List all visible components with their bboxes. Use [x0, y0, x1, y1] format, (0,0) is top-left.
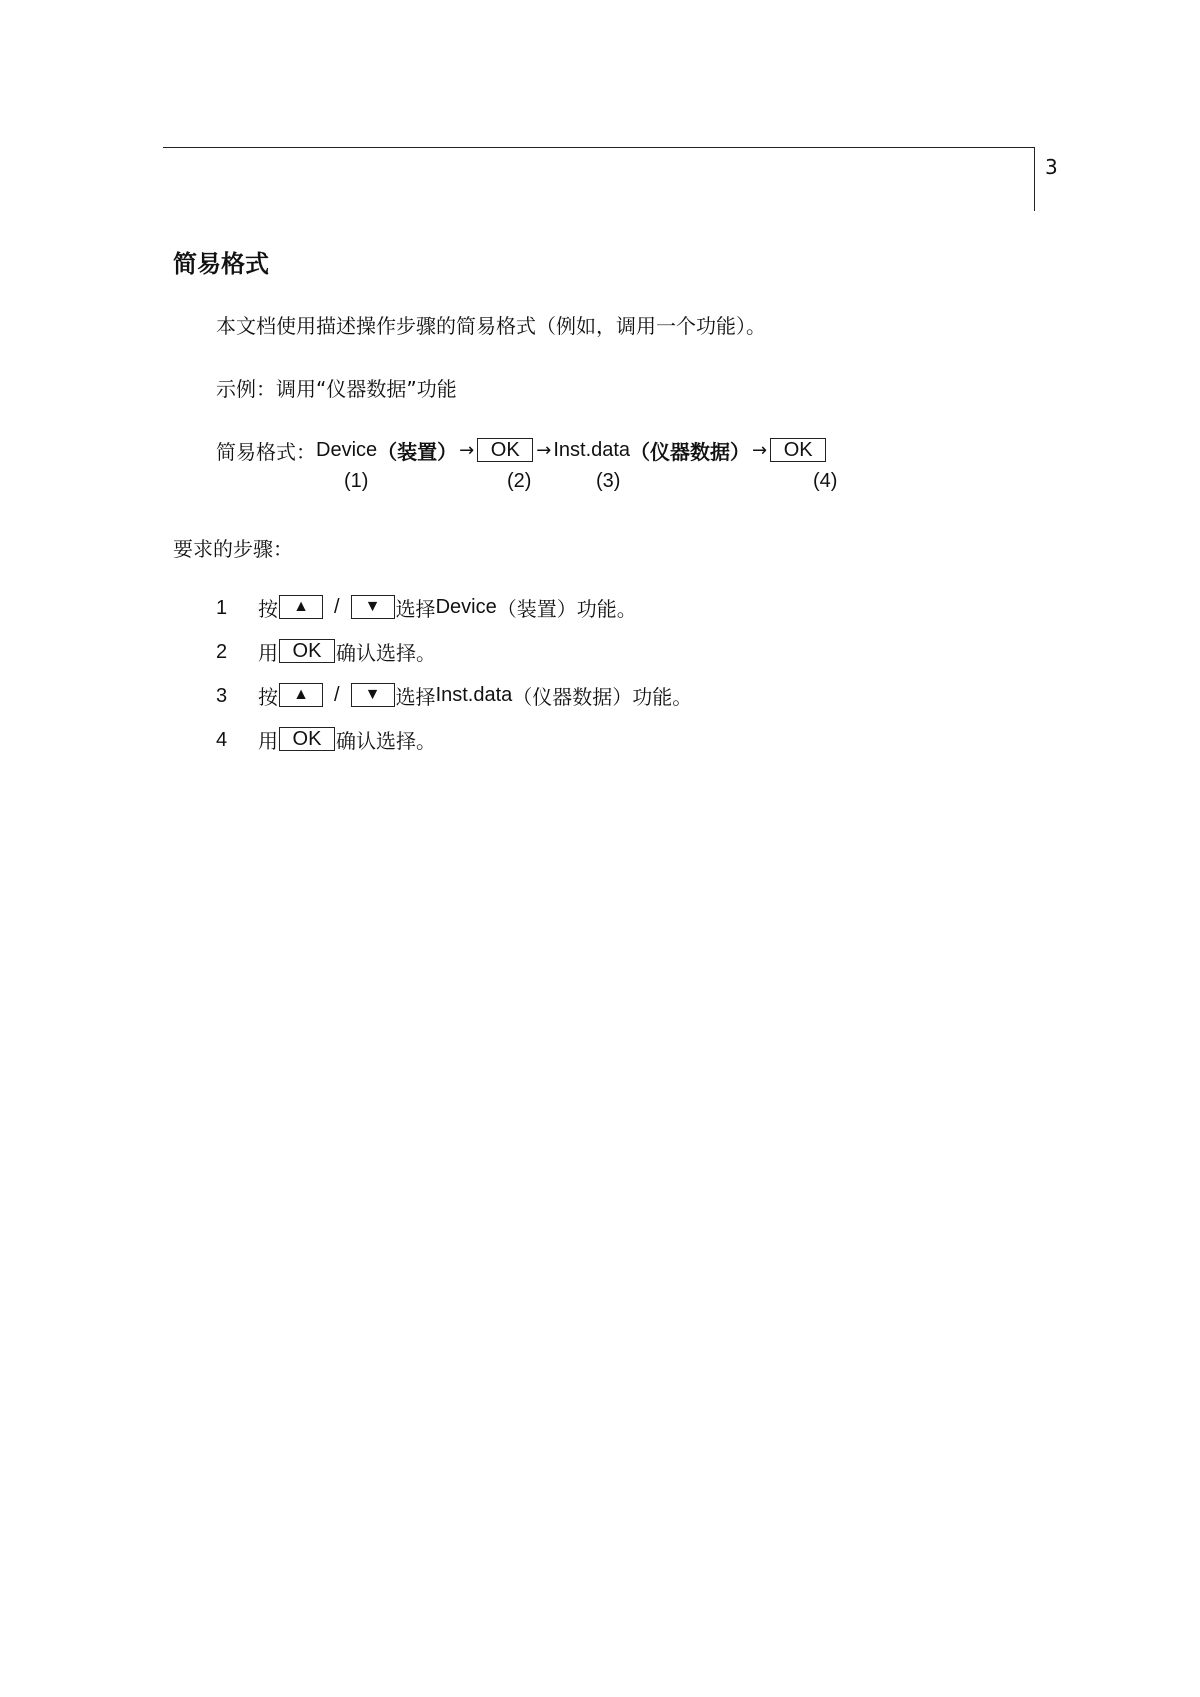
steps-heading: 要求的步骤： — [173, 537, 293, 561]
step-4 — [258, 724, 436, 754]
format-device: Device — [316, 438, 378, 461]
step-number: 2 — [216, 641, 228, 663]
step-verb: 用 — [258, 640, 278, 665]
format-inst-cn: （仪器数据） — [630, 439, 751, 464]
slash: / — [334, 595, 340, 618]
step-verb: 按 — [258, 684, 278, 709]
step-text: （仪器数据）功能。 — [512, 684, 693, 709]
step-text: 确认选择。 — [336, 640, 436, 665]
marker-2: (2) — [507, 470, 532, 492]
step-3 — [258, 680, 692, 710]
section-title: 简易格式 — [173, 250, 269, 278]
ok-key: OK — [477, 438, 533, 462]
up-arrow-key-icon: ▲ — [279, 683, 323, 707]
header-rule — [163, 147, 1035, 148]
slash: / — [334, 683, 340, 706]
page-number: 3 — [1045, 155, 1058, 179]
up-arrow-key-icon: ▲ — [279, 595, 323, 619]
step-verb: 按 — [258, 596, 278, 621]
step-code: Device — [435, 595, 497, 618]
step-text: 选择 — [395, 684, 436, 709]
step-verb: 用 — [258, 728, 278, 753]
arrow-icon: → — [536, 439, 552, 461]
format-inst: Inst.data — [553, 438, 631, 461]
header-rule-vertical — [1034, 147, 1035, 211]
ok-key: OK — [279, 727, 335, 751]
ok-key: OK — [770, 438, 826, 462]
step-text: 确认选择。 — [336, 728, 436, 753]
marker-3: (3) — [596, 470, 621, 492]
step-number: 4 — [216, 729, 228, 751]
intro-paragraph: 本文档使用描述操作步骤的简易格式（例如，调用一个功能）。 — [216, 314, 766, 338]
step-number: 3 — [216, 685, 228, 707]
example-line: 示例：调用“仪器数据”功能 — [216, 377, 457, 401]
marker-4: (4) — [813, 470, 838, 492]
format-line — [216, 435, 827, 465]
step-code: Inst.data — [435, 683, 513, 706]
ok-key: OK — [279, 639, 335, 663]
down-arrow-key-icon: ▼ — [351, 683, 395, 707]
format-label: 简易格式： — [216, 439, 316, 464]
step-1 — [258, 592, 637, 622]
down-arrow-key-icon: ▼ — [351, 595, 395, 619]
step-text: （装置）功能。 — [496, 596, 637, 621]
step-2 — [258, 636, 436, 666]
format-device-cn: （装置） — [377, 439, 458, 464]
arrow-icon: → — [752, 439, 768, 461]
arrow-icon: → — [459, 439, 475, 461]
step-number: 1 — [216, 597, 228, 619]
marker-1: (1) — [344, 470, 369, 492]
step-text: 选择 — [395, 596, 436, 621]
